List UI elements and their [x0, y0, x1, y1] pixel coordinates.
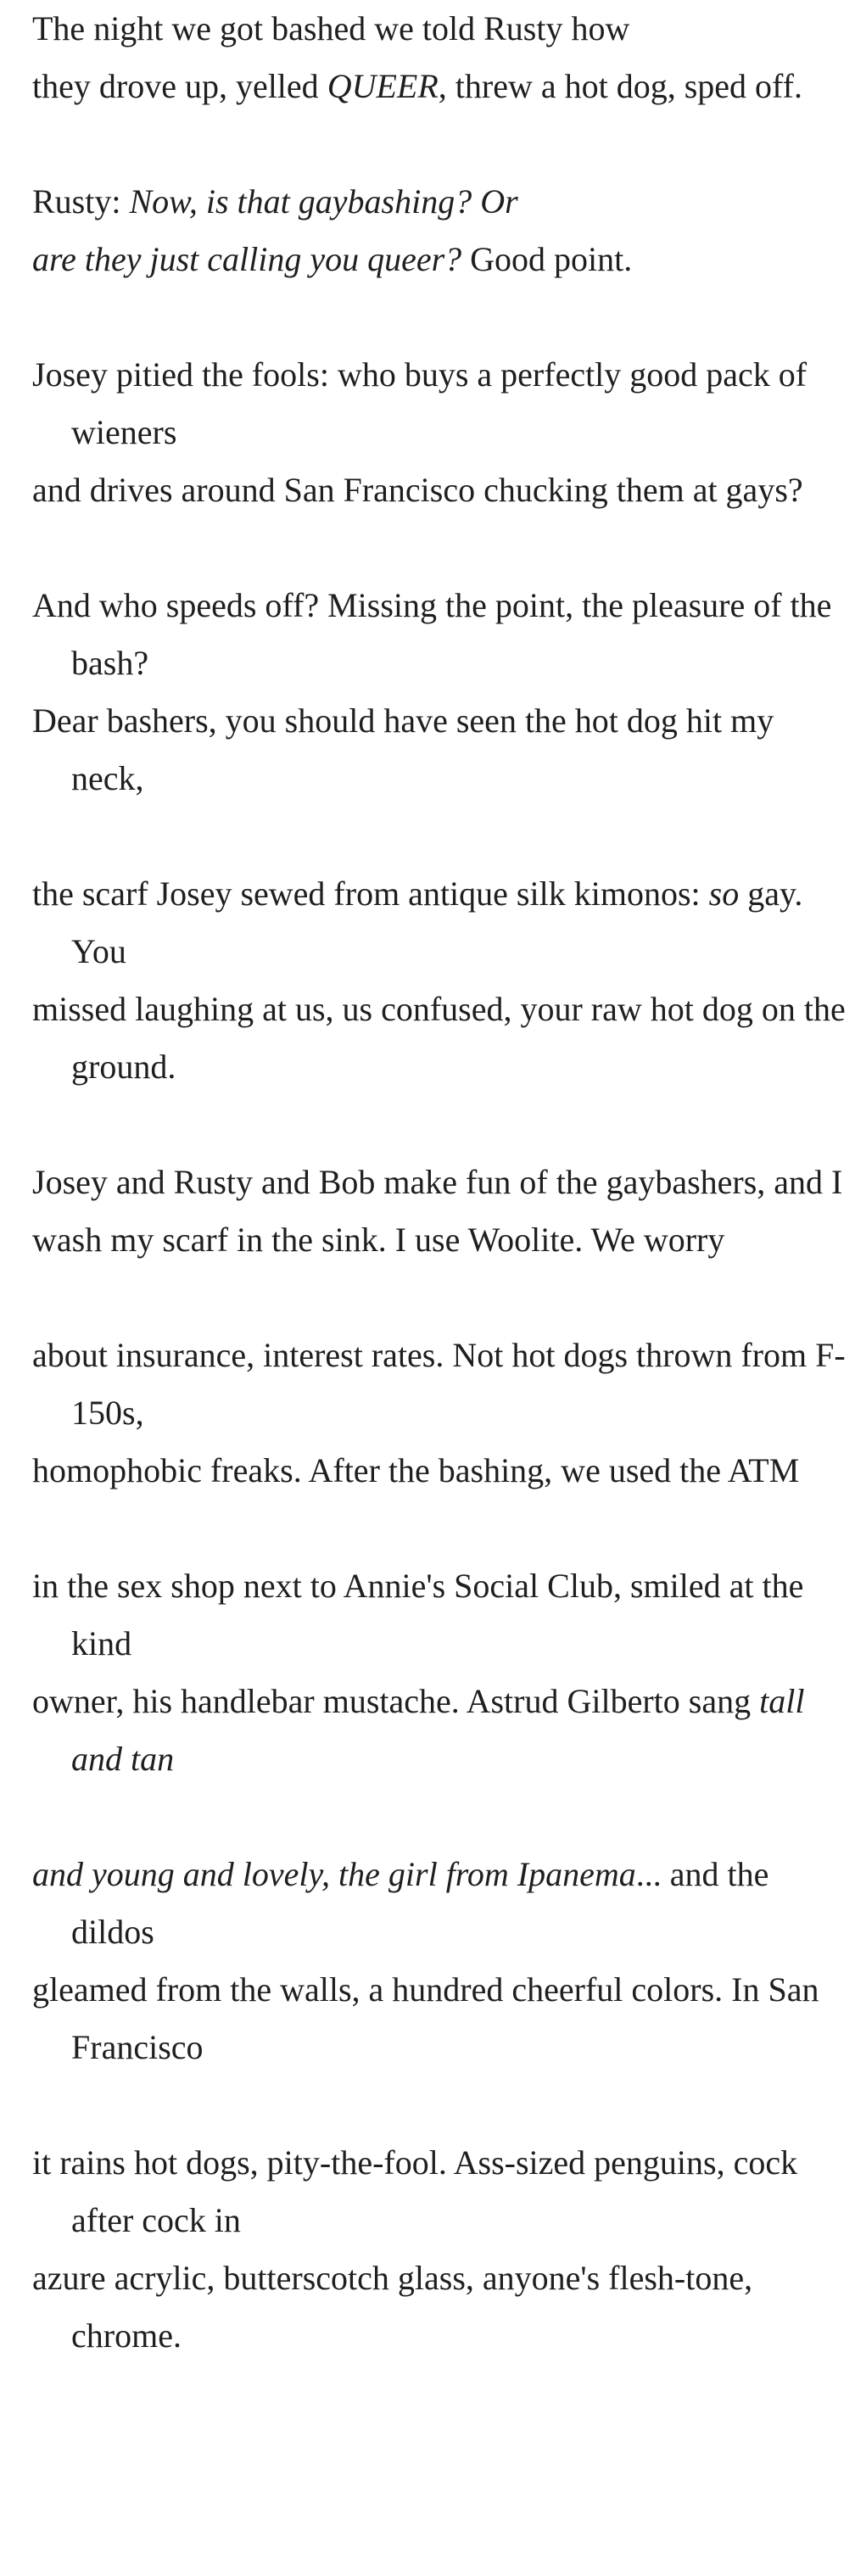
poem-line	[32, 981, 847, 1096]
poem-line	[32, 231, 847, 288]
text-segment: Good point.	[461, 240, 633, 278]
stanza	[32, 2134, 847, 2365]
poem-line	[32, 2134, 847, 2249]
stanza	[32, 1327, 847, 1500]
stanza	[32, 577, 847, 807]
text-segment: And who speeds off? Missing the point, the pleasure of the bash?	[32, 586, 832, 682]
poem-line	[32, 577, 847, 692]
stanza	[32, 1846, 847, 2076]
text-segment: Josey pitied the fools: who buys a perfectly good pack of wieners	[32, 355, 808, 451]
text-segment: owner, his handlebar mustache. Astrud Gilberto sang	[32, 1682, 760, 1720]
poem-body	[32, 0, 847, 2422]
italic-text: so	[708, 874, 740, 913]
poem-line	[32, 461, 847, 519]
text-segment: wash my scarf in the sink. I use Woolite. We worry	[32, 1221, 725, 1259]
stanza	[32, 346, 847, 519]
poem-line	[32, 1327, 847, 1442]
text-segment: missed laughing at us, us confused, your raw hot dog on the ground.	[32, 990, 846, 1086]
text-segment: gay. You	[71, 874, 803, 970]
text-segment: homophobic freaks. After the bashing, we used the ATM	[32, 1451, 800, 1489]
stanza	[32, 0, 847, 115]
poem-line	[32, 1846, 847, 1961]
text-segment: Josey and Rusty and Bob make fun of the gaybashers, and I	[32, 1163, 843, 1201]
stanza	[32, 173, 847, 288]
text-segment: they drove up, yelled	[32, 67, 327, 105]
italic-text: and young and lovely, the girl from Ipanema	[32, 1855, 636, 1893]
poem-line	[32, 2249, 847, 2365]
italic-text: Now, is that gaybashing? Or	[129, 182, 518, 221]
poem-line	[32, 346, 847, 461]
stanza	[32, 1154, 847, 1269]
stanza	[32, 1557, 847, 1788]
poem-line	[32, 1961, 847, 2076]
text-segment: azure acrylic, butterscotch glass, anyone's flesh-tone, chrome.	[32, 2259, 753, 2355]
text-segment: about insurance, interest rates. Not hot dogs thrown from F-150s,	[32, 1336, 846, 1432]
italic-text: are they just calling you queer?	[32, 240, 462, 278]
poem-line	[32, 1673, 847, 1788]
text-segment: in the sex shop next to Annie's Social Club, smiled at the kind	[32, 1567, 804, 1662]
poem-line	[32, 1211, 847, 1269]
text-segment: the scarf Josey sewed from antique silk kimonos:	[32, 874, 709, 913]
poem-line	[32, 1557, 847, 1673]
text-segment: Rusty:	[32, 182, 130, 221]
italic-text: tall and tan	[71, 1682, 805, 1778]
poem-line	[32, 1442, 847, 1500]
poem-line	[32, 865, 847, 981]
text-segment: it rains hot dogs, pity-the-fool. Ass-sized penguins, cock after cock in	[32, 2143, 798, 2239]
poem-line	[32, 1154, 847, 1211]
poem-line	[32, 0, 847, 58]
poem-line	[32, 58, 847, 115]
text-segment: The night we got bashed we told Rusty how	[32, 9, 630, 47]
italic-text: QUEER	[327, 67, 439, 105]
text-segment: gleamed from the walls, a hundred cheerful colors. In San Francisco	[32, 1970, 819, 2066]
text-segment: , threw a hot dog, sped off.	[438, 67, 802, 105]
text-segment: and drives around San Francisco chucking them at gays?	[32, 471, 803, 509]
stanza	[32, 865, 847, 1096]
poem-line	[32, 692, 847, 807]
poem-line	[32, 173, 847, 231]
text-segment: Dear bashers, you should have seen the hot dog hit my neck,	[32, 701, 774, 797]
text-segment: ... and the dildos	[71, 1855, 769, 1951]
